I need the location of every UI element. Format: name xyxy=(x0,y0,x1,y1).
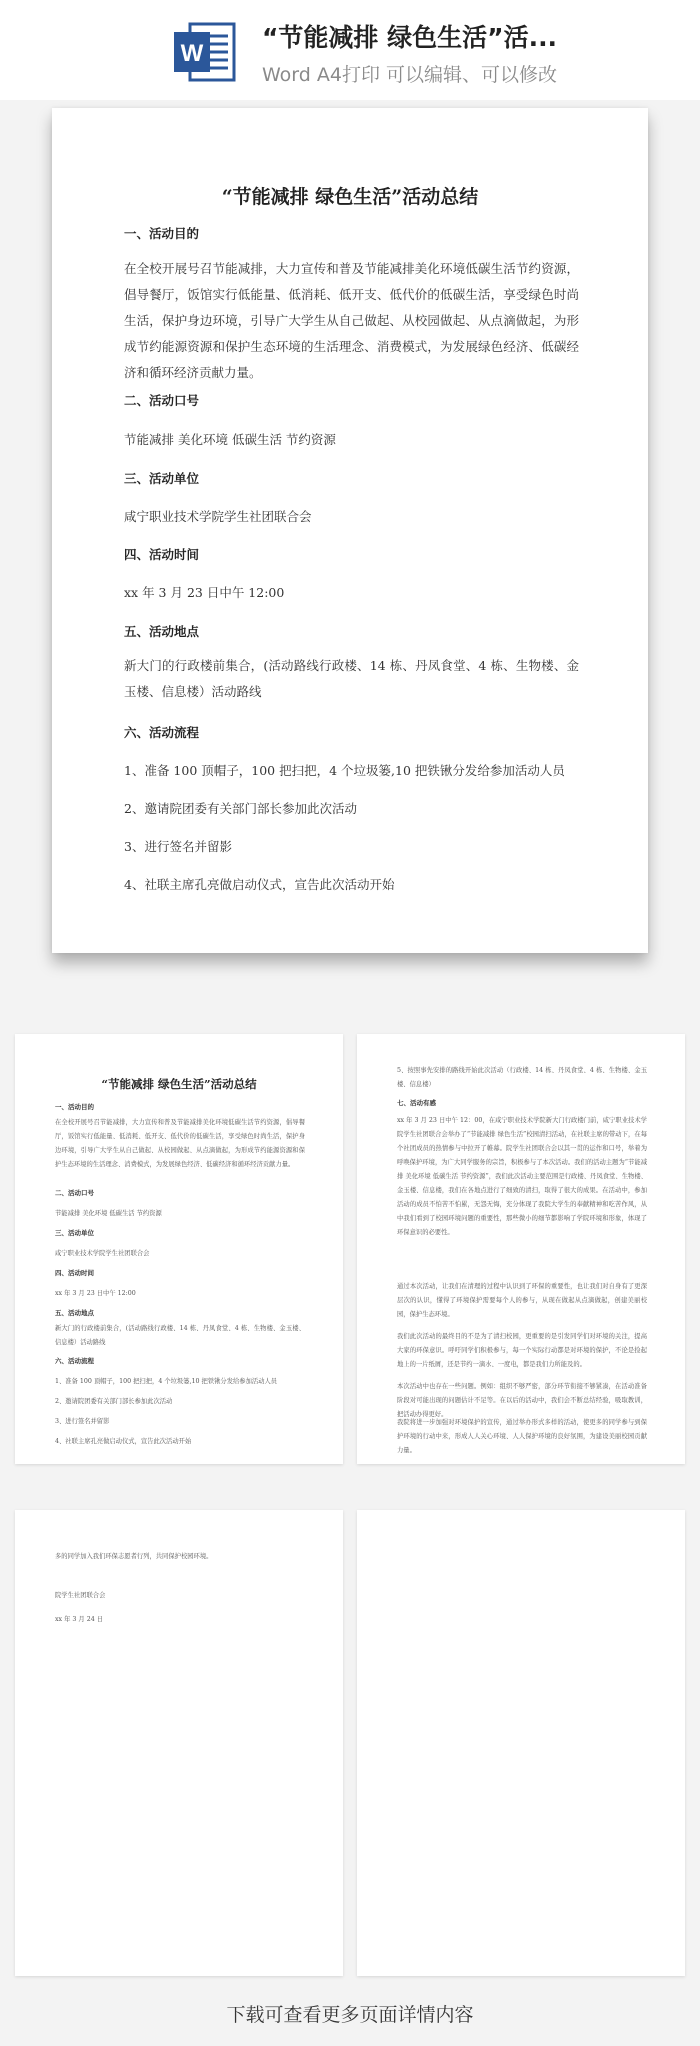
thumb-heading: 四、活动时间 xyxy=(55,1269,94,1277)
thumb-heading: 五、活动地点 xyxy=(55,1309,94,1317)
process-step: 3、进行签名并留影 xyxy=(124,839,232,854)
svg-text:W: W xyxy=(180,40,204,67)
thumb-paragraph: 我院将进一步加强对环境保护的宣传，通过举办形式多样的活动，使更多的同学参与到保护环境的行动中来，形成人人关心环境、人人保护环境的良好氛围，为建设美丽校园贡献力量。 xyxy=(397,1419,647,1454)
thumb-heading: 二、活动口号 xyxy=(55,1189,94,1197)
thumb-line: 1、准备 100 顶帽子，100 把扫把，4 个垃圾篓,10 把铁锹分发给参加活动人员 xyxy=(55,1378,278,1385)
section-heading: 三、活动单位 xyxy=(124,471,200,486)
section-heading: 四、活动时间 xyxy=(124,547,200,562)
thumbnail-page-2[interactable] xyxy=(357,1034,685,1464)
download-more-text[interactable]: 下载可查看更多页面详情内容 xyxy=(226,2004,474,2026)
thumb-line: 3、进行签名并留影 xyxy=(55,1418,110,1425)
thumb-line: xx 年 3 月 23 日中午 12:00 xyxy=(55,1290,136,1297)
thumb-paragraph: 我们此次活动的最终目的不是为了清扫校园，更重要的是引发同学们对环境的关注，提高大家的环保意识。呼吁同学们积极参与，每一个实际行动都是对环境的保护，不论是捡起地上的一片纸屑，还是节约一滴水、一度电，都是我们力所能及的。 xyxy=(397,1333,647,1368)
thumb-line: 4、社联主席孔亮做启动仪式，宣告此次活动开始 xyxy=(55,1438,192,1445)
section-body: 节能减排 美化环境 低碳生活 节约资源 xyxy=(124,432,336,447)
doc-title: “节能减排 绿色生活”活动总结 xyxy=(221,186,479,208)
thumb-paragraph: 本次活动中也存在一些问题。例如：组织不够严密，部分环节衔接不够紧凑，在活动准备阶段对可能出现的问题估计不足等。在以后的活动中，我们会不断总结经验，吸取教训，把活动办得更好。 xyxy=(397,1383,647,1418)
thumb-heading: 一、活动目的 xyxy=(55,1103,94,1111)
thumb-line: xx 年 3 月 24 日 xyxy=(55,1616,104,1623)
thumb-line: 咸宁职业技术学院学生社团联合会 xyxy=(55,1250,150,1257)
thumb-paragraph: 多的同学加入我们环保志愿者行列，共同保护校园环境。 xyxy=(55,1553,213,1560)
thumb-line: 2、邀请院团委有关部门部长参加此次活动 xyxy=(55,1398,173,1405)
section-body: 咸宁职业技术学院学生社团联合会 xyxy=(124,509,312,524)
thumbnail-page-1[interactable] xyxy=(15,1034,343,1464)
document-subtitle: Word A4打印 可以编辑、可以修改 xyxy=(262,64,558,86)
thumb-paragraph: 通过本次活动，让我们在清理的过程中认识到了环保的重要性，也让我们对自身有了更深层次的认识，懂得了环境保护需要每个人的参与，从现在做起从点滴做起，创建美丽校园，保护生态环境。 xyxy=(397,1283,647,1318)
section-body: 在全校开展号召节能减排，大力宣传和普及节能减排美化环境低碳生活节约资源，倡导餐厅，饭馆实行低能量、低消耗、低开支、低代价的低碳生活，享受绿色时尚生活，保护身边环境，引导广大学生从自己做起、从校园做起、从点滴做起，为形成节约能源资源和保护生态环境的生活理念、消费模式，为发展绿色经济、低碳经济和循环经济贡献力量。 xyxy=(124,261,579,380)
thumb-paragraph: 5、按照事先安排的路线开始此次活动（行政楼、14 栋、丹凤食堂、4 栋、生物楼、金玉楼、信息楼） xyxy=(397,1067,647,1088)
thumb-paragraph: xx 年 3 月 23 日中午 12：00，在咸宁职业技术学院新大门行政楼门前，咸宁职业技术学院学生社团联合会举办了“节能减排 绿色生活”校园清扫活动，在社联主席的带动下，在每个社团成员的热情参与中拉开了帷幕。院学生社团联合会以其一贯的运作和口号，举着为呼唤保护环境，为广大同学服务的宗旨，积极参与了本次活动。我们的活动主题为“节能减排 美化环境 低碳生活 节约资源”，我们此次活动主要范围是行政楼、丹凤食堂、生物楼、金玉楼、信息楼，我们在各地点进行了细致的清扫，取得了很大的成果。在活动中，参加活动的成员不怕苦不怕累，无怨无悔，充分体现了我院大学生的奉献精神和吃苦作风，从中我们看到了校园环境问题的重要性，那些微小的细节都影响了学院环境和形象，体现了环保意识的必要性。 xyxy=(397,1117,647,1236)
thumb-paragraph: 新大门的行政楼前集合，(活动路线行政楼、14 栋、丹凤食堂、4 栋、生物楼、金玉楼、信息楼）活动路线 xyxy=(55,1325,305,1346)
section-body: 新大门的行政楼前集合，(活动路线行政楼、14 栋、丹凤食堂、4 栋、生物楼、金玉楼、信息楼）活动路线 xyxy=(124,658,579,699)
thumb-title: “节能减排 绿色生活”活动总结 xyxy=(101,1077,257,1091)
section-body: xx 年 3 月 23 日中午 12:00 xyxy=(124,585,285,600)
page-preview-1 xyxy=(52,108,648,953)
thumb-line: 院学生社团联合会 xyxy=(55,1592,106,1599)
thumb-paragraph: 在全校开展号召节能减排，大力宣传和普及节能减排美化环境低碳生活节约资源，倡导餐厅，饭馆实行低能量、低消耗、低开支、低代价的低碳生活，享受绿色时尚生活，保护身边环境，引导广大学生从自己做起、从校园做起、从点滴做起，为形成节约能源资源和保护生态环境的生活理念、消费模式，为发展绿色经济、低碳经济和循环经济贡献力量。 xyxy=(55,1119,305,1168)
thumb-heading: 三、活动单位 xyxy=(55,1229,94,1237)
section-heading: 六、活动流程 xyxy=(124,725,200,740)
process-step: 2、邀请院团委有关部门部长参加此次活动 xyxy=(124,801,357,816)
word-icon xyxy=(172,18,238,86)
process-step: 4、社联主席孔亮做启动仪式，宣告此次活动开始 xyxy=(124,877,395,892)
header-bar xyxy=(0,0,700,100)
section-heading: 五、活动地点 xyxy=(124,624,200,639)
process-step: 1、准备 100 顶帽子，100 把扫把，4 个垃圾篓,10 把铁锹分发给参加活动人员 xyxy=(124,763,565,778)
document-title: “节能减排 绿色生活”活... xyxy=(262,23,558,52)
thumb-heading: 六、活动流程 xyxy=(55,1357,94,1365)
thumbnail-page-4[interactable] xyxy=(357,1510,685,1976)
thumb-heading: 七、活动有感 xyxy=(397,1099,436,1107)
section-heading: 二、活动口号 xyxy=(124,393,200,408)
thumbnail-page-3[interactable] xyxy=(15,1510,343,1976)
section-heading: 一、活动目的 xyxy=(124,226,200,241)
thumb-line: 节能减排 美化环境 低碳生活 节约资源 xyxy=(55,1210,162,1217)
